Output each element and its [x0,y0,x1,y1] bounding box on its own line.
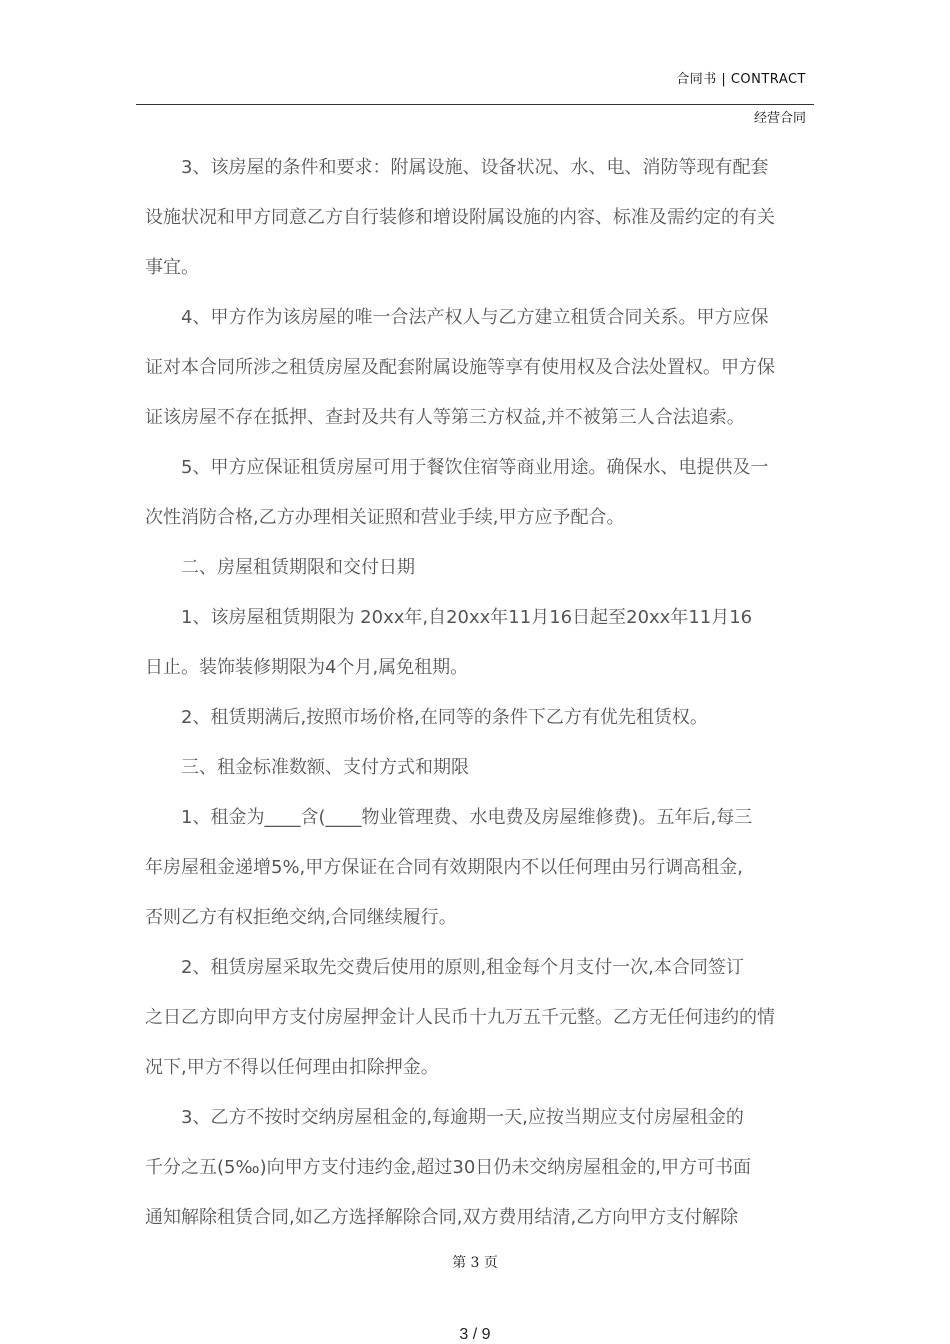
header-subtitle: 经营合同 [753,111,806,126]
paragraph-line: 1、租金为____含(____物业管理费、水电费及房屋维修费)。五年后,每三 [181,807,753,828]
paragraph-line: 3、该房屋的条件和要求：附属设施、设备状况、水、电、消防等现有配套 [181,157,769,178]
paragraph-line: 2、租赁期满后,按照市场价格,在同等的条件下乙方有优先租赁权。 [181,707,708,728]
paragraph-line: 之日乙方即向甲方支付房屋押金计人民币十九万五千元整。乙方无任何违约的情 [145,1007,775,1028]
page-count: 3 / 9 [459,1326,491,1343]
paragraph-line: 设施状况和甲方同意乙方自行装修和增设附属设施的内容、标准及需约定的有关 [145,207,775,228]
header-title: 合同书 | CONTRACT [676,72,806,87]
paragraph-line: 1、该房屋租赁期限为 20xx年,自20xx年11月16日起至20xx年11月16 [181,607,753,628]
paragraph-line: 年房屋租金递增5%,甲方保证在合同有效期限内不以任何理由另行调高租金, [145,857,743,878]
header-rule [136,104,814,105]
paragraph-line: 况下,甲方不得以任何理由扣除押金。 [145,1057,439,1078]
paragraph-line: 通知解除租赁合同,如乙方选择解除合同,双方费用结清,乙方向甲方支付解除 [145,1207,739,1228]
paragraph-line: 事宜。 [145,257,199,278]
section-heading: 三、租金标准数额、支付方式和期限 [181,757,469,778]
paragraph-line: 证对本合同所涉之租赁房屋及配套附属设施等享有使用权及合法处置权。甲方保 [145,357,775,378]
paragraph-line: 否则乙方有权拒绝交纳,合同继续履行。 [145,907,457,928]
document-body [145,150,810,1250]
paragraph-line: 4、甲方作为该房屋的唯一合法产权人与乙方建立租赁合同关系。甲方应保 [181,307,769,328]
paragraph-line: 2、租赁房屋采取先交费后使用的原则,租金每个月支付一次,本合同签订 [181,957,744,978]
paragraph-line: 次性消防合格,乙方办理相关证照和营业手续,甲方应予配合。 [145,507,625,528]
section-heading: 二、房屋租赁期限和交付日期 [181,557,415,578]
paragraph-line: 日止。装饰装修期限为4个月,属免租期。 [145,657,469,678]
paragraph-line: 5、甲方应保证租赁房屋可用于餐饮住宿等商业用途。确保水、电提供及一 [181,457,769,478]
page-number-label: 第 3 页 [452,1255,498,1271]
paragraph-line: 3、乙方不按时交纳房屋租金的,每逾期一天,应按当期应支付房屋租金的 [181,1107,744,1128]
paragraph-line: 证该房屋不存在抵押、查封及共有人等第三方权益,并不被第三人合法追索。 [145,407,745,428]
paragraph-line: 千分之五(5‰)向甲方支付违约金,超过30日仍未交纳房屋租金的,甲方可书面 [145,1157,751,1178]
